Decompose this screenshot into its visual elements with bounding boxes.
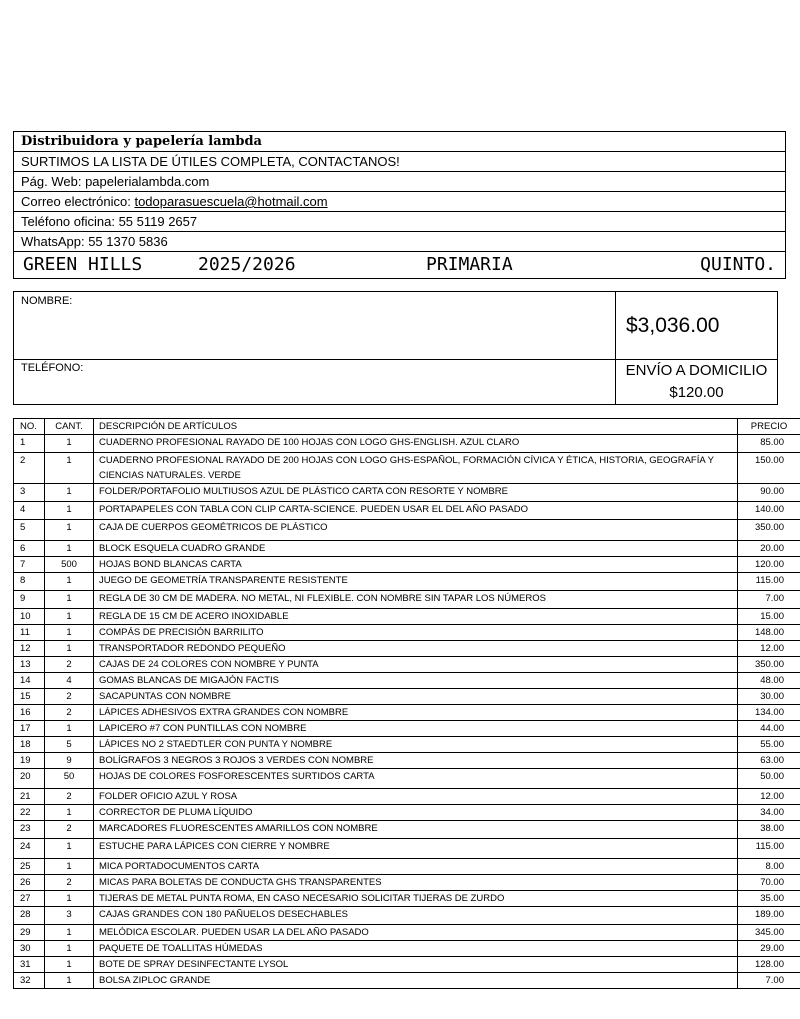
table-row (14, 721, 800, 737)
row-quantity: 5 (45, 737, 94, 753)
row-description: LAPICERO #7 CON PUNTILLAS CON NOMBRE (94, 721, 738, 737)
row-description: REGLA DE 15 CM DE ACERO INOXIDABLE (94, 609, 738, 625)
row-quantity: 1 (45, 520, 94, 541)
row-number: 16 (14, 705, 45, 721)
table-row (14, 673, 800, 689)
row-number: 3 (14, 484, 45, 502)
row-price: 34.00 (738, 805, 800, 821)
table-row (14, 557, 800, 573)
store-header (13, 131, 786, 279)
row-price: 7.00 (738, 973, 800, 989)
row-price: 148.00 (738, 625, 800, 641)
row-price: 345.00 (738, 925, 800, 941)
row-number: 29 (14, 925, 45, 941)
table-row (14, 925, 800, 941)
row-description: GOMAS BLANCAS DE MIGAJÓN FACTIS (94, 673, 738, 689)
row-quantity: 1 (45, 591, 94, 609)
header-price: PRECIO (738, 419, 800, 435)
school-year: 2025/2026 (198, 254, 296, 275)
row-quantity: 1 (45, 925, 94, 941)
delivery-price: $120.00 (669, 384, 724, 401)
row-price: 120.00 (738, 557, 800, 573)
row-description: BOLSA ZIPLOC GRANDE (94, 973, 738, 989)
table-row (14, 769, 800, 789)
row-number: 31 (14, 957, 45, 973)
row-price: 8.00 (738, 859, 800, 875)
table-row (14, 789, 800, 805)
phone-label: TELÉFONO: (21, 362, 84, 374)
row-description: BOTE DE SPRAY DESINFECTANTE LYSOL (94, 957, 738, 973)
row-number: 24 (14, 839, 45, 859)
table-row (14, 805, 800, 821)
total-price: $3,036.00 (626, 314, 720, 337)
table-row (14, 891, 800, 907)
row-quantity: 2 (45, 689, 94, 705)
table-row (14, 641, 800, 657)
row-number: 22 (14, 805, 45, 821)
row-number: 9 (14, 591, 45, 609)
email-label: Correo electrónico: (21, 194, 135, 209)
row-description: JUEGO DE GEOMETRÍA TRANSPARENTE RESISTENTE (94, 573, 738, 591)
row-description: BLOCK ESQUELA CUADRO GRANDE (94, 541, 738, 557)
email-link[interactable]: todoparasuescuela@hotmail.com (134, 194, 328, 209)
row-number: 15 (14, 689, 45, 705)
table-row (14, 484, 800, 502)
row-price: 48.00 (738, 673, 800, 689)
row-quantity: 1 (45, 957, 94, 973)
row-description: REGLA DE 30 CM DE MADERA. NO METAL, NI FLEXIBLE. CON NOMBRE SIN TAPAR LOS NÚMEROS (94, 591, 738, 609)
row-price: 128.00 (738, 957, 800, 973)
table-row (14, 705, 800, 721)
table-row (14, 907, 800, 925)
row-description: LÁPICES NO 2 STAEDTLER CON PUNTA Y NOMBRE (94, 737, 738, 753)
row-description: CUADERNO PROFESIONAL RAYADO DE 100 HOJAS CON LOGO GHS-ENGLISH. AZUL CLARO (94, 435, 738, 453)
row-number: 27 (14, 891, 45, 907)
table-row (14, 737, 800, 753)
row-number: 8 (14, 573, 45, 591)
table-row (14, 957, 800, 973)
row-description: HOJAS DE COLORES FOSFORESCENTES SURTIDOS CARTA (94, 769, 738, 789)
email-row (14, 192, 785, 212)
row-quantity: 1 (45, 941, 94, 957)
table-row (14, 502, 800, 520)
row-description: PAQUETE DE TOALLITAS HÚMEDAS (94, 941, 738, 957)
row-description: TRANSPORTADOR REDONDO PEQUEÑO (94, 641, 738, 657)
row-price: 55.00 (738, 737, 800, 753)
row-quantity: 1 (45, 859, 94, 875)
row-price: 30.00 (738, 689, 800, 705)
row-quantity: 1 (45, 435, 94, 453)
row-description: MELÓDICA ESCOLAR. PUEDEN USAR LA DEL AÑO PASADO (94, 925, 738, 941)
row-description: SACAPUNTAS CON NOMBRE (94, 689, 738, 705)
table-row (14, 689, 800, 705)
table-row (14, 859, 800, 875)
row-description: CAJA DE CUERPOS GEOMÉTRICOS DE PLÁSTICO (94, 520, 738, 541)
row-description: LÁPICES ADHESIVOS EXTRA GRANDES CON NOMBRE (94, 705, 738, 721)
row-price: 15.00 (738, 609, 800, 625)
row-quantity: 500 (45, 557, 94, 573)
row-quantity: 50 (45, 769, 94, 789)
row-quantity: 1 (45, 805, 94, 821)
row-number: 11 (14, 625, 45, 641)
items-table (13, 418, 800, 989)
table-row (14, 625, 800, 641)
school-name: GREEN HILLS (23, 254, 143, 275)
row-description: CAJAS GRANDES CON 180 PAÑUELOS DESECHABLES (94, 907, 738, 925)
row-quantity: 2 (45, 821, 94, 839)
school-level: PRIMARIA (426, 254, 513, 275)
row-quantity: 3 (45, 907, 94, 925)
table-header-row (14, 419, 800, 435)
row-quantity: 1 (45, 839, 94, 859)
table-row (14, 573, 800, 591)
row-price: 20.00 (738, 541, 800, 557)
row-price: 115.00 (738, 839, 800, 859)
row-price: 150.00 (738, 453, 800, 484)
row-quantity: 9 (45, 753, 94, 769)
row-description: HOJAS BOND BLANCAS CARTA (94, 557, 738, 573)
row-number: 6 (14, 541, 45, 557)
row-number: 21 (14, 789, 45, 805)
header-qty: CANT. (45, 419, 94, 435)
row-quantity: 1 (45, 502, 94, 520)
row-quantity: 1 (45, 573, 94, 591)
office-phone: Teléfono oficina: 55 5119 2657 (14, 212, 785, 232)
row-number: 19 (14, 753, 45, 769)
row-number: 23 (14, 821, 45, 839)
table-row (14, 591, 800, 609)
table-row (14, 753, 800, 769)
row-price: 134.00 (738, 705, 800, 721)
row-description: FOLDER/PORTAFOLIO MULTIUSOS AZUL DE PLÁSTICO CARTA CON RESORTE Y NOMBRE (94, 484, 738, 502)
row-number: 7 (14, 557, 45, 573)
row-price: 44.00 (738, 721, 800, 737)
whatsapp: WhatsApp: 55 1370 5836 (14, 232, 785, 252)
row-number: 2 (14, 453, 45, 484)
row-number: 10 (14, 609, 45, 625)
row-quantity: 1 (45, 973, 94, 989)
row-price: 350.00 (738, 520, 800, 541)
row-price: 29.00 (738, 941, 800, 957)
row-number: 13 (14, 657, 45, 673)
row-number: 12 (14, 641, 45, 657)
row-number: 14 (14, 673, 45, 689)
row-description: CAJAS DE 24 COLORES CON NOMBRE Y PUNTA (94, 657, 738, 673)
order-info-box (13, 291, 778, 405)
row-number: 30 (14, 941, 45, 957)
row-price: 90.00 (738, 484, 800, 502)
row-quantity: 1 (45, 625, 94, 641)
row-number: 17 (14, 721, 45, 737)
website: Pág. Web: papelerialambda.com (14, 172, 785, 192)
table-row (14, 941, 800, 957)
table-row (14, 453, 800, 484)
row-price: 63.00 (738, 753, 800, 769)
row-quantity: 1 (45, 891, 94, 907)
row-price: 189.00 (738, 907, 800, 925)
company-name: Distribuidora y papelería lambda (14, 132, 785, 152)
row-description: TIJERAS DE METAL PUNTA ROMA, EN CASO NECESARIO SOLICITAR TIJERAS DE ZURDO (94, 891, 738, 907)
row-price: 12.00 (738, 789, 800, 805)
header-no: NO. (14, 419, 45, 435)
table-row (14, 541, 800, 557)
row-quantity: 1 (45, 641, 94, 657)
table-row (14, 875, 800, 891)
row-number: 5 (14, 520, 45, 541)
table-row (14, 657, 800, 673)
row-number: 20 (14, 769, 45, 789)
row-description: MICAS PARA BOLETAS DE CONDUCTA GHS TRANSPARENTES (94, 875, 738, 891)
divider (14, 359, 777, 360)
table-row (14, 973, 800, 989)
slogan: SURTIMOS LA LISTA DE ÚTILES COMPLETA, CONTACTANOS! (14, 152, 785, 172)
row-price: 115.00 (738, 573, 800, 591)
row-quantity: 4 (45, 673, 94, 689)
row-price: 7.00 (738, 591, 800, 609)
row-description: MARCADORES FLUORESCENTES AMARILLOS CON NOMBRE (94, 821, 738, 839)
school-info-row (14, 252, 785, 278)
school-grade: QUINTO. (700, 254, 776, 275)
row-quantity: 2 (45, 875, 94, 891)
header-description: DESCRIPCIÓN DE ARTÍCULOS (94, 419, 738, 435)
table-row (14, 435, 800, 453)
name-label: NOMBRE: (21, 295, 73, 307)
row-quantity: 1 (45, 453, 94, 484)
row-number: 28 (14, 907, 45, 925)
row-description: CUADERNO PROFESIONAL RAYADO DE 200 HOJAS CON LOGO GHS-ESPAÑOL, FORMACIÓN CÍVICA Y ÉTICA, HISTORIA, GEOGRAFÍA Y CIENCIAS NATURALES. VERDE (94, 453, 738, 484)
row-quantity: 1 (45, 721, 94, 737)
row-number: 1 (14, 435, 45, 453)
row-price: 85.00 (738, 435, 800, 453)
row-price: 35.00 (738, 891, 800, 907)
row-description: CORRECTOR DE PLUMA LÍQUIDO (94, 805, 738, 821)
row-description: FOLDER OFICIO AZUL Y ROSA (94, 789, 738, 805)
row-description: ESTUCHE PARA LÁPICES CON CIERRE Y NOMBRE (94, 839, 738, 859)
row-price: 140.00 (738, 502, 800, 520)
table-row (14, 609, 800, 625)
row-quantity: 2 (45, 789, 94, 805)
row-number: 32 (14, 973, 45, 989)
row-description: COMPÁS DE PRECISIÓN BARRILITO (94, 625, 738, 641)
row-number: 4 (14, 502, 45, 520)
row-description: BOLÍGRAFOS 3 NEGROS 3 ROJOS 3 VERDES CON NOMBRE (94, 753, 738, 769)
table-row (14, 520, 800, 541)
delivery-label: ENVÍO A DOMICILIO (625, 362, 768, 379)
row-quantity: 2 (45, 705, 94, 721)
row-number: 25 (14, 859, 45, 875)
table-row (14, 839, 800, 859)
row-quantity: 1 (45, 609, 94, 625)
table-body (14, 435, 800, 989)
row-price: 38.00 (738, 821, 800, 839)
row-quantity: 1 (45, 484, 94, 502)
row-price: 12.00 (738, 641, 800, 657)
row-description: MICA PORTADOCUMENTOS CARTA (94, 859, 738, 875)
row-number: 26 (14, 875, 45, 891)
row-quantity: 2 (45, 657, 94, 673)
row-price: 70.00 (738, 875, 800, 891)
row-quantity: 1 (45, 541, 94, 557)
row-number: 18 (14, 737, 45, 753)
row-price: 50.00 (738, 769, 800, 789)
table-row (14, 821, 800, 839)
row-description: PORTAPAPELES CON TABLA CON CLIP CARTA-SCIENCE. PUEDEN USAR EL DEL AÑO PASADO (94, 502, 738, 520)
row-price: 350.00 (738, 657, 800, 673)
